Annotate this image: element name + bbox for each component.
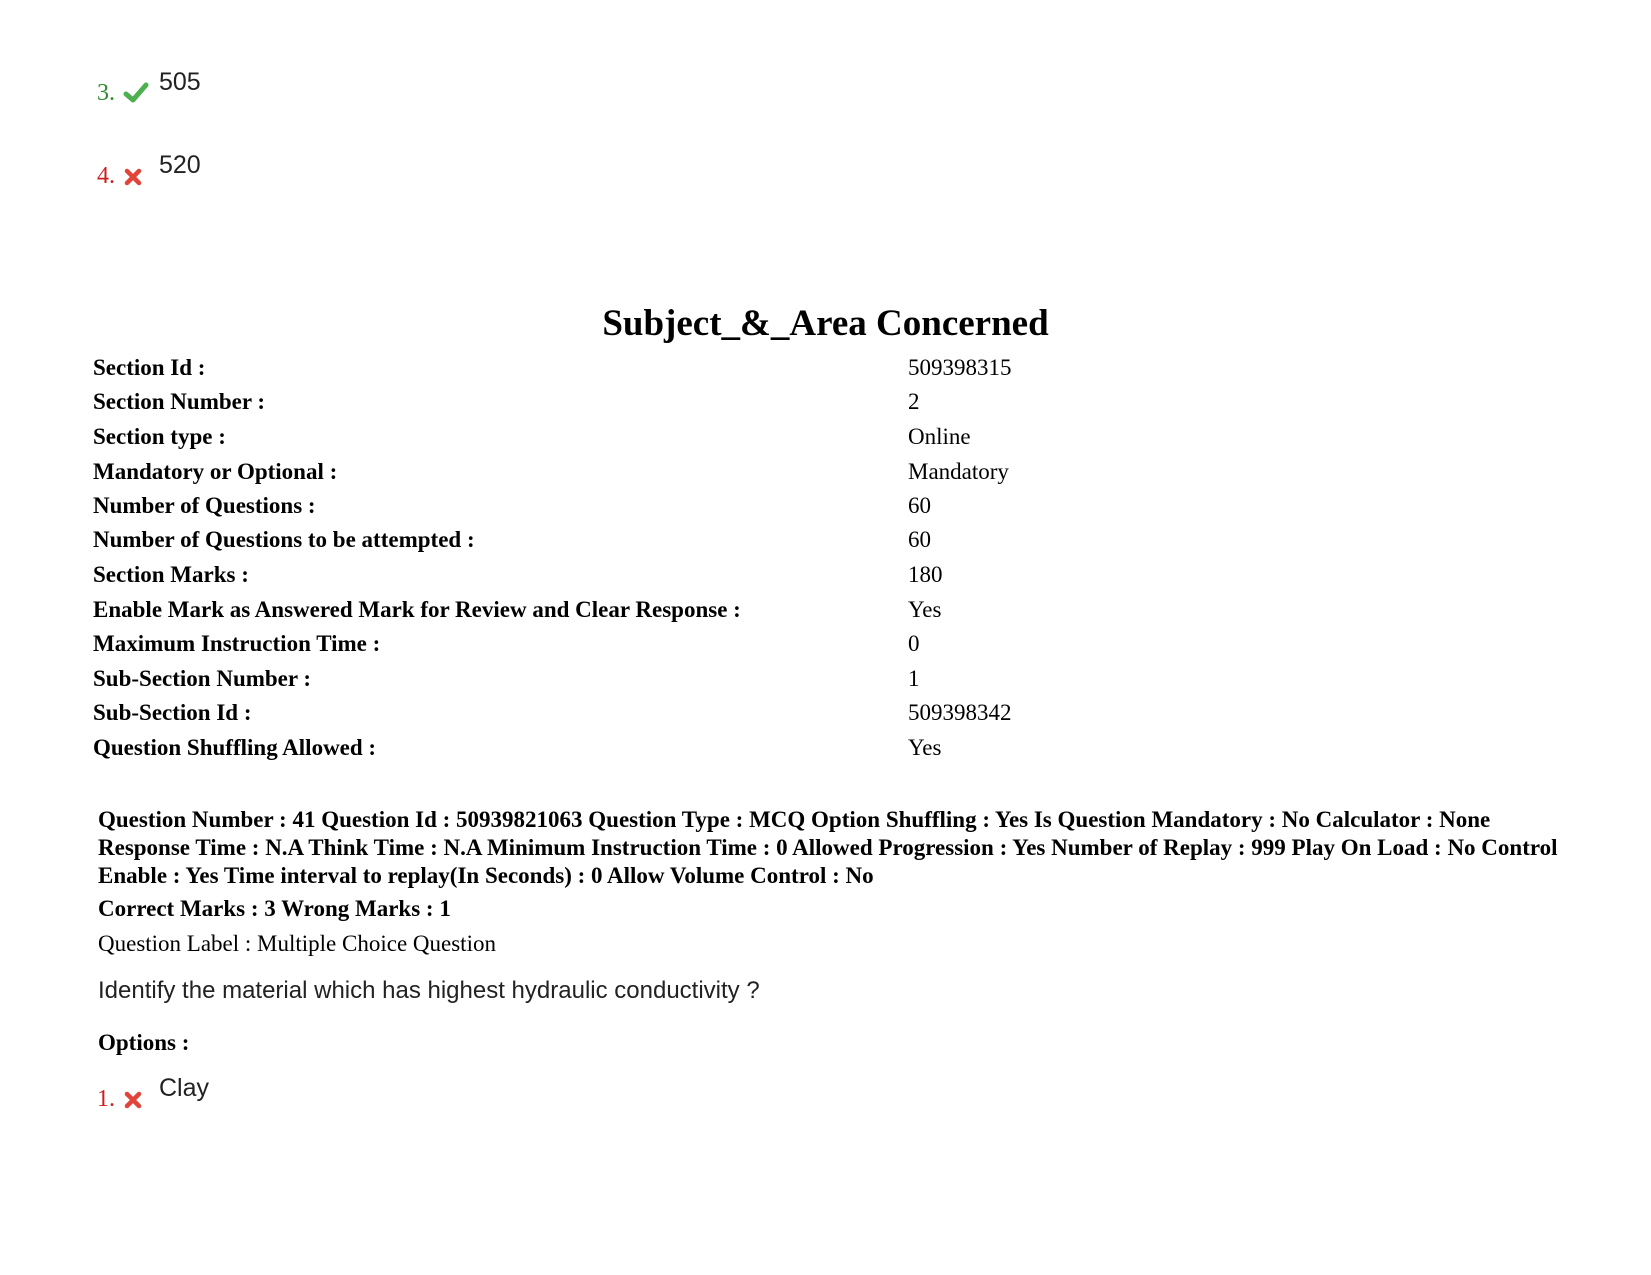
info-value: Yes <box>908 597 942 622</box>
info-label: Number of Questions to be attempted : <box>93 527 475 552</box>
info-label: Question Shuffling Allowed : <box>93 735 377 760</box>
info-value: 1 <box>908 666 920 691</box>
info-label: Number of Questions : <box>93 493 316 518</box>
question-text: Identify the material which has highest hydraulic conductivity ? <box>98 977 760 1004</box>
info-row <box>93 562 1493 596</box>
question-label: Question Label : Multiple Choice Question <box>98 931 496 956</box>
info-row <box>93 700 1493 734</box>
info-row <box>93 355 1493 389</box>
info-value: 509398315 <box>908 355 1012 380</box>
info-label: Section Marks : <box>93 562 249 587</box>
cross-icon <box>123 167 149 193</box>
info-row <box>93 527 1493 561</box>
option-text: Clay <box>159 1074 210 1102</box>
info-label: Enable Mark as Answered Mark for Review and Clear Response : <box>93 597 741 622</box>
section-title: Subject_&_Area Concerned <box>602 303 1049 344</box>
info-value: Online <box>908 424 971 449</box>
option-number: 4. <box>97 163 115 189</box>
check-icon <box>123 80 149 106</box>
info-row <box>93 493 1493 527</box>
info-row <box>93 631 1493 665</box>
cross-icon <box>123 1090 149 1116</box>
option-text: 505 <box>159 68 201 96</box>
option-number: 1. <box>97 1086 115 1112</box>
info-label: Sub-Section Id : <box>93 700 252 725</box>
info-row <box>93 597 1493 631</box>
info-value: 509398342 <box>908 700 1012 725</box>
info-row <box>93 424 1493 458</box>
info-row <box>93 666 1493 700</box>
option-number: 3. <box>97 80 115 106</box>
info-label: Mandatory or Optional : <box>93 459 338 484</box>
info-label: Section type : <box>93 424 226 449</box>
info-row <box>93 735 1493 769</box>
info-value: 60 <box>908 493 931 518</box>
info-value: 180 <box>908 562 943 587</box>
info-label: Section Id : <box>93 355 206 380</box>
info-value: 0 <box>908 631 920 656</box>
option-text: 520 <box>159 151 201 179</box>
info-label: Section Number : <box>93 389 266 414</box>
info-value: 2 <box>908 389 920 414</box>
info-value: Yes <box>908 735 942 760</box>
question-marks: Correct Marks : 3 Wrong Marks : 1 <box>98 896 451 921</box>
info-label: Sub-Section Number : <box>93 666 312 691</box>
info-row <box>93 459 1493 493</box>
info-label: Maximum Instruction Time : <box>93 631 381 656</box>
info-value: 60 <box>908 527 931 552</box>
question-meta: Question Number : 41 Question Id : 50939821063 Question Type : MCQ Option Shuffling : Yes Is Question Mandatory : No Calculator : None Response Time : N.A Think Time : N.A Minimum Instruction Time : 0 Allowed Progression : Yes Number of Replay : 999 Play On Load : No Control Enable : Yes Time interval to replay(In Seconds) : 0 Allow Volume Control : No <box>98 807 1558 888</box>
info-row <box>93 389 1493 423</box>
options-heading: Options : <box>98 1030 190 1055</box>
info-value: Mandatory <box>908 459 1009 484</box>
